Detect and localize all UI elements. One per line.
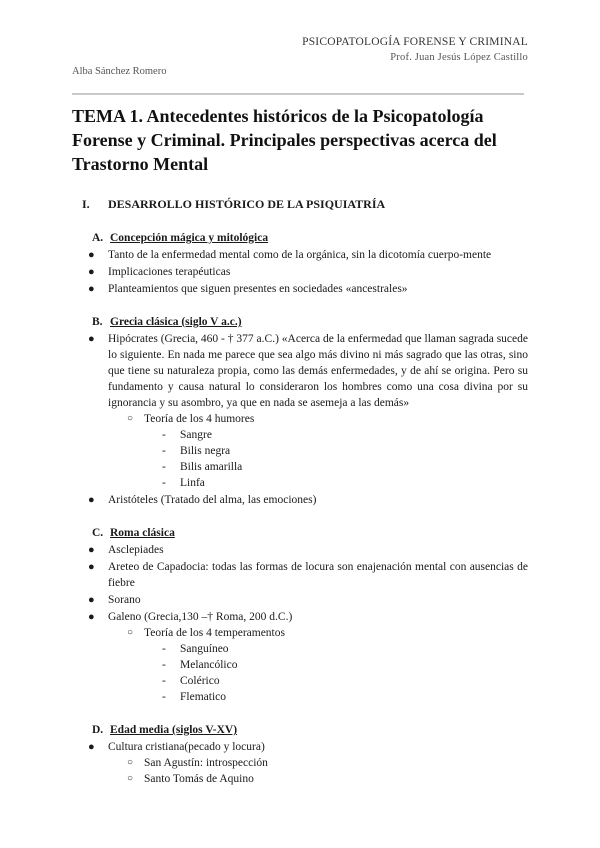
item-text: San Agustín: introspección <box>144 757 268 769</box>
bullet-icon: ● <box>88 494 95 506</box>
list-item <box>72 625 528 705</box>
dash-bullet-icon: - <box>162 659 166 671</box>
item-text: Sangre <box>180 429 212 441</box>
list-item <box>72 459 528 475</box>
list-item <box>72 427 528 443</box>
list-item <box>72 542 528 558</box>
bullet-icon: ● <box>88 266 95 278</box>
subsection-heading <box>72 722 528 738</box>
subsection-number: D. <box>92 724 104 736</box>
item-text: Areteo de Capadocia: todas las formas de locura son enajenación mental con ausencias de fiebre <box>108 561 528 589</box>
list-item <box>72 475 528 491</box>
dash-bullet-icon: - <box>162 445 166 457</box>
bullet-icon: ● <box>88 544 95 556</box>
bullet-list <box>72 331 528 508</box>
item-text: Teoría de los 4 temperamentos <box>144 627 285 639</box>
list-item <box>72 331 528 491</box>
bullet-icon: ● <box>88 611 95 623</box>
list-item <box>72 443 528 459</box>
item-text: Sorano <box>108 594 141 606</box>
list-item <box>72 739 528 787</box>
item-text: Melancólico <box>180 659 238 671</box>
bullet-list <box>72 542 528 705</box>
item-text: Bilis negra <box>180 445 231 457</box>
subsection-number: B. <box>92 316 103 328</box>
course-header: PSICOPATOLOGÍA FORENSE Y CRIMINAL <box>302 36 528 48</box>
sub-list <box>108 755 528 787</box>
item-text: Planteamientos que siguen presentes en sociedades «ancestrales» <box>108 283 408 295</box>
author-name: Alba Sánchez Romero <box>72 66 167 77</box>
dash-bullet-icon: - <box>162 691 166 703</box>
bullet-list <box>72 247 528 297</box>
list-item <box>72 559 528 591</box>
bullet-icon: ● <box>88 333 95 345</box>
item-text: Implicaciones terapéuticas <box>108 266 231 278</box>
item-text: Linfa <box>180 477 205 489</box>
item-text: Flematico <box>180 691 226 703</box>
sub-list <box>108 411 528 491</box>
item-text: Hipócrates (Grecia, 460 - † 377 a.C.) «Acerca de la enfermedad que llaman sagrada sucede lo siguiente. En nada me parece que sea algo más divino ni más sagrado que las otras, sino que tiene su naturaleza propia, como las demás enfermedades, y de ahí se origina. Pero su fundamento y causa natural lo consideraron los hombres como una cosa divina por su ignorancia y su asombro, ya que en nada se asemeja a las demás» <box>108 333 528 409</box>
list-item <box>72 281 528 297</box>
list-item <box>72 609 528 705</box>
bullet-list <box>72 739 528 787</box>
sub-list <box>108 625 528 705</box>
circle-bullet-icon: ○ <box>127 413 134 424</box>
item-text: Santo Tomás de Aquino <box>144 773 254 785</box>
page-title: TEMA 1. Antecedentes históricos de la Psicopatología Forense y Criminal. Principales perspectivas acerca del Trastorno Mental <box>72 106 497 174</box>
list-item <box>72 657 528 673</box>
circle-bullet-icon: ○ <box>127 627 134 638</box>
list-item <box>72 771 528 787</box>
item-text: Teoría de los 4 humores <box>144 413 255 425</box>
bullet-icon: ● <box>88 249 95 261</box>
dash-bullet-icon: - <box>162 643 166 655</box>
subsection-number: C. <box>92 527 104 539</box>
bullet-icon: ● <box>88 561 95 573</box>
bullet-icon: ● <box>88 283 95 295</box>
item-text: Bilis amarilla <box>180 461 243 473</box>
dash-bullet-icon: - <box>162 429 166 441</box>
item-text: Cultura cristiana(pecado y locura) <box>108 741 265 753</box>
section-number: I. <box>82 197 90 211</box>
list-item <box>72 247 528 263</box>
circle-bullet-icon: ○ <box>127 773 134 784</box>
professor-header: Prof. Juan Jesús López Castillo <box>390 52 528 63</box>
subsection-title: Grecia clásica (siglo V a.c.) <box>110 316 242 328</box>
item-text: Galeno (Grecia,130 –† Roma, 200 d.C.) <box>108 611 293 623</box>
subsection-title: Concepción mágica y mitológica <box>110 232 269 244</box>
item-text: Aristóteles (Tratado del alma, las emociones) <box>108 494 317 506</box>
subsection-heading <box>72 525 528 541</box>
item-text: Colérico <box>180 675 220 687</box>
sub-sub-list <box>144 427 528 491</box>
item-text: Tanto de la enfermedad mental como de la orgánica, sin la dicotomía cuerpo-mente <box>108 249 492 261</box>
section-heading <box>72 196 528 212</box>
bullet-icon: ● <box>88 594 95 606</box>
list-item <box>72 492 528 508</box>
subsection-title: Roma clásica <box>110 527 175 539</box>
header-divider <box>72 93 524 95</box>
document-body <box>72 196 528 788</box>
dash-bullet-icon: - <box>162 461 166 473</box>
list-item <box>72 755 528 771</box>
list-item <box>72 673 528 689</box>
item-text: Asclepiades <box>108 544 164 556</box>
list-item <box>72 264 528 280</box>
list-item <box>72 592 528 608</box>
circle-bullet-icon: ○ <box>127 757 134 768</box>
subsection-heading <box>72 314 528 330</box>
sub-sub-list <box>144 641 528 705</box>
list-item <box>72 689 528 705</box>
list-item <box>72 411 528 491</box>
item-text: Sanguíneo <box>180 643 229 655</box>
subsection-number: A. <box>92 232 104 244</box>
bullet-icon: ● <box>88 741 95 753</box>
subsection-heading <box>72 230 528 246</box>
section-title: DESARROLLO HISTÓRICO DE LA PSIQUIATRÍA <box>108 197 386 211</box>
dash-bullet-icon: - <box>162 675 166 687</box>
list-item <box>72 641 528 657</box>
subsection-title: Edad media (siglos V-XV) <box>110 724 238 736</box>
dash-bullet-icon: - <box>162 477 166 489</box>
